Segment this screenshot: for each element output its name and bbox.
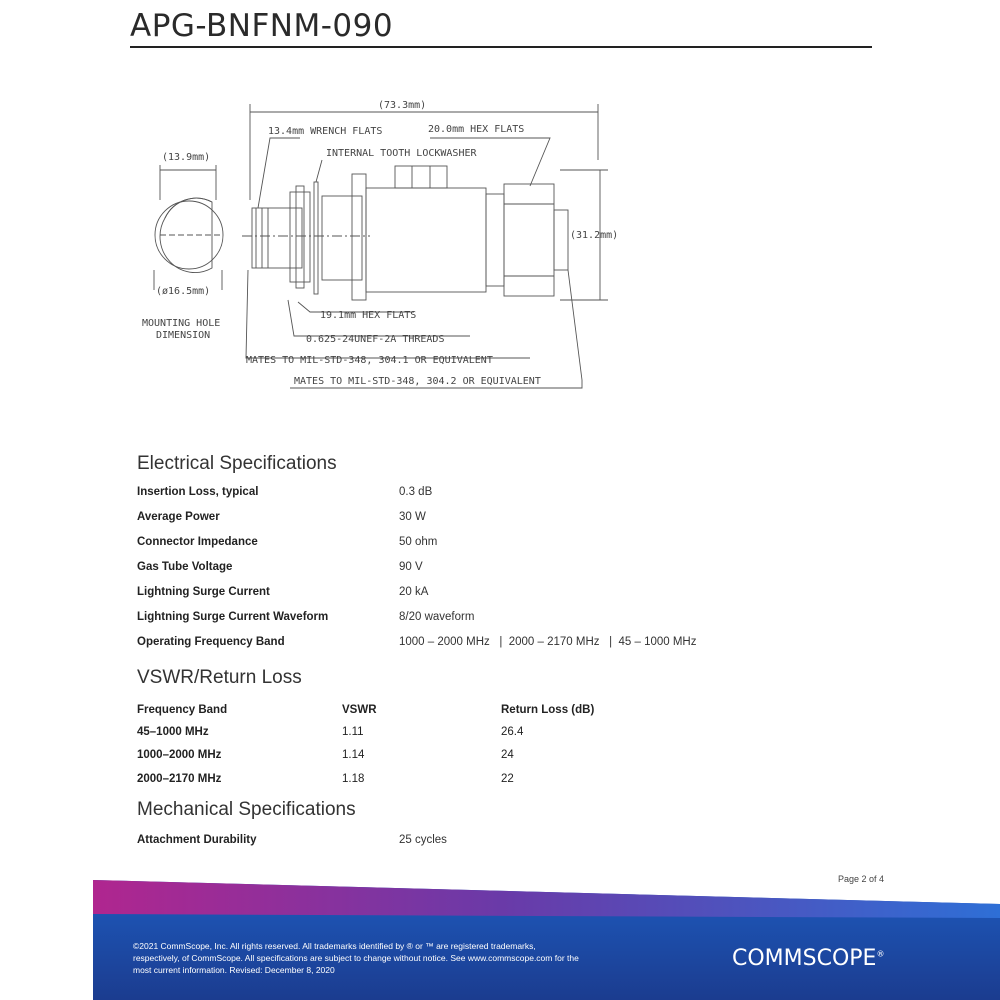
spec-label: Operating Frequency Band — [137, 636, 285, 648]
spec-label: Gas Tube Voltage — [137, 561, 233, 573]
spec-value: 90 V — [399, 561, 423, 573]
commscope-logo — [732, 946, 884, 971]
vswr-heading: VSWR/Return Loss — [137, 667, 302, 688]
connector-technical-drawing — [130, 90, 650, 410]
dimension-overall-length: (73.3mm) — [378, 100, 427, 111]
spec-value: 20 kA — [399, 586, 429, 598]
vswr-row-return-loss: 26.4 — [501, 726, 524, 738]
document-title: APG-BNFNM-090 — [130, 8, 394, 44]
dimension-height: (31.2mm) — [570, 230, 619, 241]
spec-label: Average Power — [137, 511, 220, 523]
label-mounting-dimension: DIMENSION — [156, 330, 211, 341]
spec-value: 8/20 waveform — [399, 611, 475, 623]
vswr-row-band: 2000–2170 MHz — [137, 773, 222, 785]
spec-value: 50 ohm — [399, 536, 438, 548]
spec-label: Lightning Surge Current — [137, 586, 270, 598]
title-rule — [130, 46, 872, 48]
vswr-row-vswr: 1.18 — [342, 773, 365, 785]
footer-legal-line: respectively, of CommScope. All specifications are subject to change without notice. See www.commscope.com for the — [133, 953, 579, 963]
vswr-header-vswr: VSWR — [342, 704, 377, 716]
dimension-hole-diameter: (ø16.5mm) — [156, 286, 211, 297]
vswr-row-return-loss: 22 — [501, 773, 514, 785]
spec-value: 0.3 dB — [399, 486, 433, 498]
logo-text: COMMSCOPE — [732, 946, 877, 971]
logo-registered-mark: ® — [876, 949, 885, 959]
label-hex-flats-19: 19.1mm HEX FLATS — [320, 310, 417, 321]
label-mounting-hole: MOUNTING HOLE — [142, 318, 221, 329]
page-number: Page 2 of 4 — [838, 874, 885, 884]
spec-label: Connector Impedance — [137, 536, 258, 548]
label-hex-flats-20: 20.0mm HEX FLATS — [428, 124, 525, 135]
label-lockwasher: INTERNAL TOOTH LOCKWASHER — [326, 148, 477, 159]
vswr-row-return-loss: 24 — [501, 749, 514, 761]
vswr-row-band: 45–1000 MHz — [137, 726, 209, 738]
spec-label: Insertion Loss, typical — [137, 486, 259, 498]
vswr-header-return-loss: Return Loss (dB) — [501, 704, 595, 716]
spec-value: 1000 – 2000 MHz | 2000 – 2170 MHz | 45 – 1000 MHz — [399, 636, 697, 648]
vswr-row-vswr: 1.14 — [342, 749, 365, 761]
label-threads: 0.625-24UNEF-2A THREADS — [306, 334, 445, 345]
vswr-row-vswr: 1.11 — [342, 726, 364, 738]
label-wrench-flats: 13.4mm WRENCH FLATS — [268, 126, 383, 137]
footer-legal — [133, 940, 633, 976]
spec-value: 30 W — [399, 511, 426, 523]
spec-value: 25 cycles — [399, 834, 447, 846]
footer-legal-line: most current information. Revised: December 8, 2020 — [133, 965, 335, 975]
footer-legal-line: ©2021 CommScope, Inc. All rights reserved. All trademarks identified by ® or ™ are registered trademarks, — [133, 941, 536, 951]
spec-label: Lightning Surge Current Waveform — [137, 611, 329, 623]
label-mates-304-1: MATES TO MIL-STD-348, 304.1 OR EQUIVALENT — [246, 355, 493, 366]
dimension-hole-width: (13.9mm) — [162, 152, 211, 163]
mechanical-specs-heading: Mechanical Specifications — [137, 799, 356, 820]
vswr-header-frequency: Frequency Band — [137, 704, 228, 716]
electrical-specs-heading: Electrical Specifications — [137, 453, 337, 474]
spec-label: Attachment Durability — [137, 834, 257, 846]
label-mates-304-2: MATES TO MIL-STD-348, 304.2 OR EQUIVALENT — [294, 376, 541, 387]
vswr-row-band: 1000–2000 MHz — [137, 749, 222, 761]
